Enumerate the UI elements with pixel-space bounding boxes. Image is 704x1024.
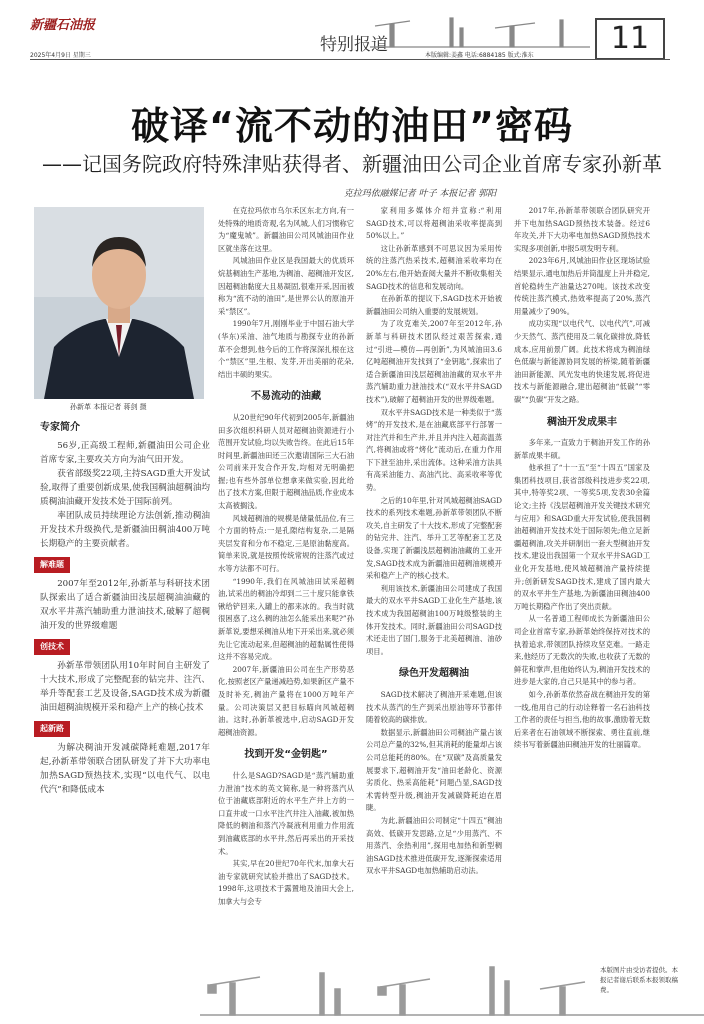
section-heading: 不易流动的油藏: [251, 391, 321, 403]
editor-line: 本版编辑:姜鑫 电话:6884185 版式:淮东: [425, 52, 534, 59]
body-para: “1990年,我们在风城油田试采超稠油,试采出的稠油冷却到二三十度只能拿铁锹给铲回来,入罐上的都来冰的。我当时就很困惑了,这么稠的油怎么能采出来呢?”孙新革说,要想采稠油从地下开采出来,就必须先让它流动起来,但超稠油的超黏属性使得这并不容易完成。: [218, 576, 354, 662]
date-line: 2025年4月9日 星期三: [30, 52, 91, 59]
body-para: 为此,新疆油田公司制定“十四五”稠油高效、低碳开发思路,立足“少用蒸汽、不用蒸汽、余热利用”,探用电加热和新型稠油SAGD技术推进低碳开发,逐渐探索适用双水平井SAGD电加热辅助启动法。: [366, 815, 502, 876]
body-para: 从一名普通工程师成长为新疆油田公司企业首席专家,孙新革始终保持对技术的执着追求,带领团队持续攻坚克难。一路走来,他经历了无数次的失败,也收获了无数的鲜花和掌声,但他始终认为,稠油开发技术的进步是大家的,自己只是其中的参与者。: [514, 614, 650, 687]
headline: 破译“流不动的油田”密码: [131, 104, 573, 148]
article-column-2: [366, 205, 502, 878]
body-para: SAGD技术解决了稠油开采难题,但该技术从蒸汽的生产到采出原油等环节都伴随着较高的碳排放。: [366, 689, 502, 725]
subheadline: ——记国务院政府特殊津贴获得者、新疆油田公司企业首席专家孙新革: [42, 152, 662, 176]
body-para: 2017年,孙新革带领联合团队研究开并下电加热SAGD预热技术装备。经过6年攻关,并下大功率电加热SAGD预热技术实现多项创新,申报5项发明专利。: [514, 206, 650, 253]
page-number: 11: [595, 18, 665, 60]
body-para: 为了攻克难关,2007年至2012年,孙新革与科研技术团队经过艰苦探索,通过“引进—模仿—再创新”,为风城油田3.6亿吨超稠油开发找到了“金钥匙”,探索出了适合新疆油田浅层超稠油油藏的双水平井蒸汽辅助重力泄油技术(“双水平井SAGD技术”),破解了超稠油开发的世界级难题。: [366, 319, 502, 404]
body-para: 家利用多媒体介绍并宣称:“利用SAGD技术,可以将超稠油采收率提高到50%以上。”: [366, 206, 502, 241]
body-para: 如今,孙新革依然奋战在稠油开发的第一线,他用自己的行动诠释着一名石油科技工作者的责任与担当,他的故事,激励着无数后来者在石油领域不断探索、勇往直前,继续书写着新疆油田稠油开发的壮丽篇章。: [514, 689, 650, 750]
profile-para: 率团队成员持续理论方法创新,推动稠油开发技术升级换代,是新疆油田稠油400万吨长期稳产的主要贡献者。: [40, 511, 210, 549]
body-para: 这让孙新革感到不可思议因为采用传统的注蒸汽热采技术,超稠油采收率均在20%左右,他开始查阅大量并不断收集相关SAGD技术的信息和发展动向。: [366, 243, 502, 291]
paper-name: 新疆石油报: [30, 18, 96, 33]
tag-innovation: 创技术: [34, 639, 70, 655]
profile-title: 专家简介: [40, 422, 80, 433]
tag-new-path: 起新路: [34, 721, 70, 737]
body-para: 风城油田作业区是我国最大的优质环烷基稠油生产基地,为稠油、超稠油开发区,因超稠油黏度大且易凝固,很难开采,因而被称为“流不动的油田”,是世界公认的原油开采“禁区”。: [218, 256, 354, 316]
body-para: 数据显示,新疆油田公司稠油产量占该公司总产量的32%,但其消耗的能量却占该公司总能耗的80%。在“双碳”及高质量发展要求下,超稠油开发“油田老龄化、资源劣质化、热采高能耗”问题凸显,SAGD技术需转型升级,稠油开发减碳降耗迫在眉睫。: [366, 727, 502, 813]
body-para: 2007年,新疆油田公司在生产形势恶化,按照老区产量递减趋势,如果新区产量不及时补充,稠油产量将在1000万吨年产量。公司决策层又把目标瞄向风城超稠油。这时,孙新革被选中,启动SAGD开发超稠油资源。: [218, 664, 354, 737]
sidebar: [40, 415, 210, 797]
body-para: 利用该技术,新疆油田公司建成了我国最大的双水平井SAGD工业化生产基地,该技术成为我国超稠油100万吨级整装的主体开发技术。同时,新疆油田公司SAGD技术还走出了国门,服务于北美超稠油、油砂项目。: [366, 583, 502, 656]
section-heading: 找到开发“金钥匙”: [244, 749, 328, 761]
body-para: 在孙新革的提议下,SAGD技术开始被新疆油田公司纳入重要的发展规划。: [366, 294, 502, 316]
body-para: 从20世纪90年代初到2005年,新疆油田多次组织科研人员对超稠油资源进行小范围开发试验,均以失败告终。在此后15年时间里,新疆油田还三次邀请国际三大石油公司前来开发合作开发,均相对无明确把握;也有些外部单位想拿来做实验,因此给出了技术方案,但限于超稠油品质,作业成本太高被搁浅。: [218, 412, 354, 511]
body-para: 他承担了“十一五”至“十四五”国家及集团科技项目,获省部级科技进步奖22项,其中,特等奖2项、一等奖5项,发表30余篇论文;主持《浅层超稠油开发关键技术研究与应用》和SAGD重大开发试验,使我国稠油超稠油开发技术处于国际领先;他立足新疆超稠油,攻关并研制出一套大型稠油开发技术,建设出我国第一个双水平井SAGD工业化开发基地,使风城超稠油产量持续提升;创新研发SAGD技术,建成了国内最大的双水平井生产基地,为新疆油田稠油400万吨长期稳产作出了突出贡献。: [514, 463, 650, 611]
tag-text: 为解决稠油开发减碳降耗难题,2017年起,孙新革带领联合团队研发了并下大功率电加热SAGD预热技术,实现“以电代气、以电代汽”和降低成本: [40, 743, 210, 795]
section-heading: 稠油开发成果丰: [547, 416, 617, 428]
photo-credit-note: 本版图片由受访者提供。本报记者谢后联系本报领取稿费。: [600, 966, 678, 994]
byline: 克拉玛依融媒记者 叶子 本报记者 郭阳: [343, 189, 497, 199]
portrait-photo: [34, 207, 204, 399]
body-para: 风城超稠油的规模是储量低品位,有三个方面的特点:一是孔隙结构复杂,二是隔夹层发育和分布不稳定,三是原油黏度高。简单来说,就是按照传统常规的注蒸汽或过水等方法都不可行。: [218, 513, 354, 574]
article-column-3: [514, 205, 650, 752]
body-para: 其实,早在20世纪70年代末,加拿大石油专家就研究试验并推出了SAGD技术。1998年,这项技术于露置地及油田大会上,加拿大与会专: [218, 859, 354, 906]
profile-para: 获省部级奖22项,主持SAGD重大开发试验,取得了重要创新成果,使我国稠油超稠油均质稠油油藏开发技术处于国际前列。: [40, 469, 210, 507]
body-para: 之后的10年里,针对风城超稠油SAGD技术的系列技术难题,孙新革带领团队不断攻关,自主研发了十大技术,形成了完整配套的钻完井、注汽、举升工艺等配套工艺及设备,实现了新疆浅层超稠油油藏的工业开发,SAGD技术成为新疆油田超稠油规模开采和稳产上产的核心技术。: [366, 495, 502, 581]
article-column-1: [218, 205, 354, 908]
tag-text: 2007年至2012年,孙新革与科研技术团队探索出了适合新疆油田浅层超稠油油藏的双水平井蒸汽辅助重力泄油技术,破解了超稠油开发的世界级难题: [40, 579, 210, 631]
body-para: 成功实现“以电代气、以电代汽”,可减少天然气、蒸汽使用及二氧化碳排放,降低成本,应用前景广阔。此技术将成为稠油绿色低碳与新能源协同发展的桥梁,随着新疆油田新能源、风光发电的快速发展,将促进技术与新能源融合,建出超稠油“低碳”“零碳”“负碳”开发之路。: [514, 319, 650, 404]
body-para: 2023年6月,风城油田作业区现场试验结果显示,通电加热后并筒温度上升并稳定,首轮稳转生产油量达270吨。该技术改变传统注蒸汽模式,热效率提高了20%,蒸汽用量减少了90%。: [514, 256, 650, 316]
body-para: 1990年7月,刚刚毕业于中国石油大学(华东)采油、油气地质与勘探专业的孙新革不会想到,他今后的工作将深深扎根在这个“禁区”里,生根、发芽,开出美丽的花朵,结出丰硕的果实。: [218, 319, 354, 379]
body-para: 什么是SAGD?SAGD是“蒸汽辅助重力泄油”技术的英文简称,是一种将蒸汽从位于油藏底部附近的水平生产井上方的一口直井或一口水平注汽井注入油藏,被加热降低的稠油和蒸汽冷凝液利用重力作用流到油藏底部的水平井,然后再采出的开采技术。: [218, 770, 354, 856]
masthead-rule: [30, 59, 670, 60]
section-heading: 绿色开发超稠油: [399, 668, 469, 680]
tag-solve-problem: 解难题: [34, 557, 70, 573]
section-name: 特别报道: [320, 35, 388, 55]
masthead: [0, 0, 704, 60]
photo-caption: 孙新革 本报记者 蒋剑 摄: [70, 403, 147, 411]
body-para: 双水平井SAGD技术是一种类似于“蒸烤”的开发技术,是在油藏底部平行部署一对注汽并和生产井,并且并内注入超高温蒸汽,将稠油或将“烤化”流动后,在重力作用下下泄至油井,采出流体。这种采油方法具有高采油能力、高油汽比、高采收率等优势。: [366, 407, 502, 493]
profile-para: 56岁,正高级工程师,新疆油田公司企业首席专家,主要攻关方向为油气田开发。: [40, 441, 210, 465]
body-para: 在克拉玛依市乌尔禾区东北方向,有一处特殊的地质奇观,名为风城,人们习惯称它为“魔鬼城”。新疆油田公司风城油田作业区就坐落在这里。: [218, 206, 354, 253]
oil-pump-decoration-icon: [370, 14, 590, 48]
tag-text: 孙新革带领团队用10年时间自主研发了十大技术,形成了完整配套的钻完井、注汽、举升等配套工艺及设备,SAGD技术成为新疆油田超稠油规模开采和稳产上产的核心技术: [40, 661, 210, 713]
body-para: 多年来,一直致力于稠油开发工作的孙新革成果丰硕。: [514, 438, 650, 460]
